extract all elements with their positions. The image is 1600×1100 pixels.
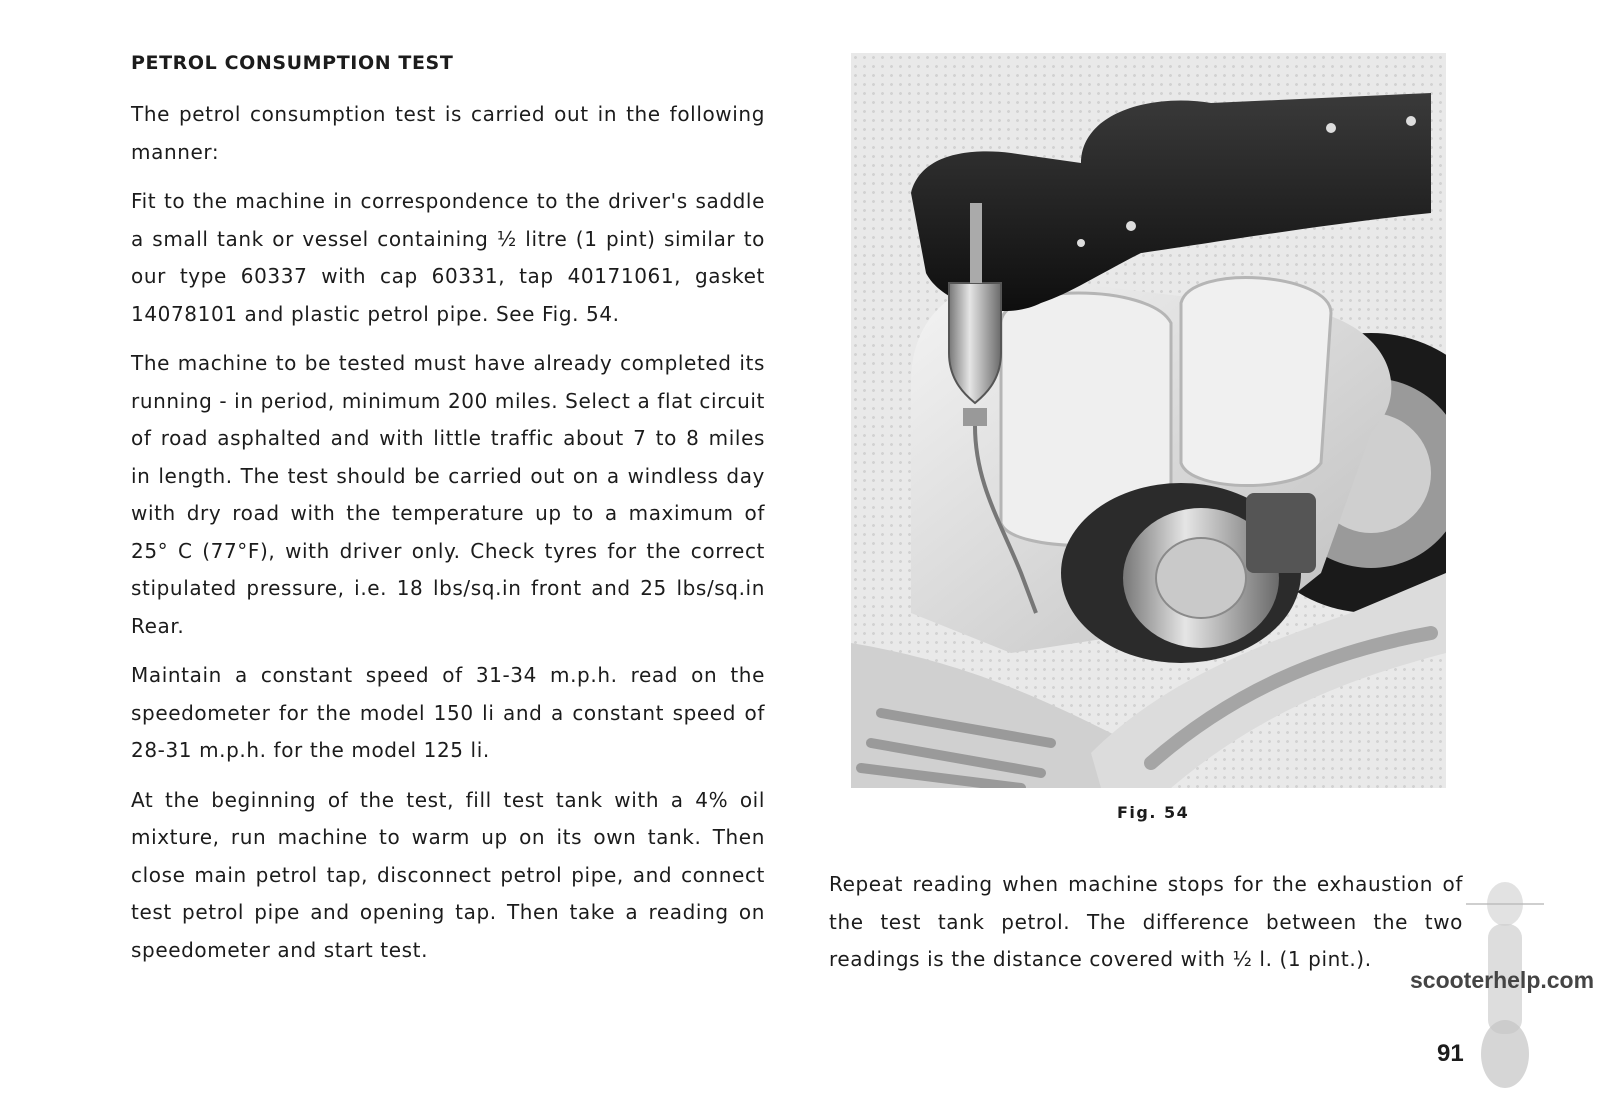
right-column — [829, 866, 1463, 991]
paragraph-intro: The petrol consumption test is carried out in the following manner: — [131, 102, 765, 164]
paragraph-repeat-reading: Repeat reading when machine stops for the exhaustion of the test tank petrol. The difference between the two readings is the distance covered with ½ l. (1 pint.). — [829, 872, 1463, 971]
figure-caption: Fig. 54 — [1117, 803, 1190, 822]
left-column — [131, 52, 765, 981]
paragraph-test-conditions: The machine to be tested must have already completed its running - in period, minimum 200 miles. Select a flat circuit of road asphalted and with little traffic about 7 to 8 miles in length. The test should be carried out on a windless day with dry road with the temperature up to a maximum of 25° C (77°F), with driver only. Check tyres for the correct stipulated pressure, i.e. 18 lbs/sq.in front and 25 lbs/sq.in Rear. — [131, 351, 765, 638]
section-heading: PETROL CONSUMPTION TEST — [131, 52, 454, 74]
paragraph-test-start: At the beginning of the test, fill test tank with a 4% oil mixture, run machine to warm up on its own tank. Then close main petrol tap, disconnect petrol pipe, and connect test petrol pipe and opening tap. Then take a reading on speedometer and start test. — [131, 787, 765, 962]
scooter-engine-photo — [851, 53, 1446, 788]
paragraph-tank-fitting: Fit to the machine in correspondence to the driver's saddle a small tank or vessel containing ½ litre (1 pint) similar to our type 60337 with cap 60331, tap 40171061, gasket 14078101 and plastic petrol pipe. See Fig. 54. — [131, 189, 765, 326]
paragraph-speed: Maintain a constant speed of 31-34 m.p.h. read on the speedometer for the model 150 li and a constant speed of 28-31 m.p.h. for the model 125 li. — [131, 663, 765, 762]
page-number: 91 — [1437, 1040, 1464, 1067]
watermark-text: scooterhelp.com — [1410, 967, 1595, 993]
scooter-engine-illustration — [851, 53, 1446, 788]
